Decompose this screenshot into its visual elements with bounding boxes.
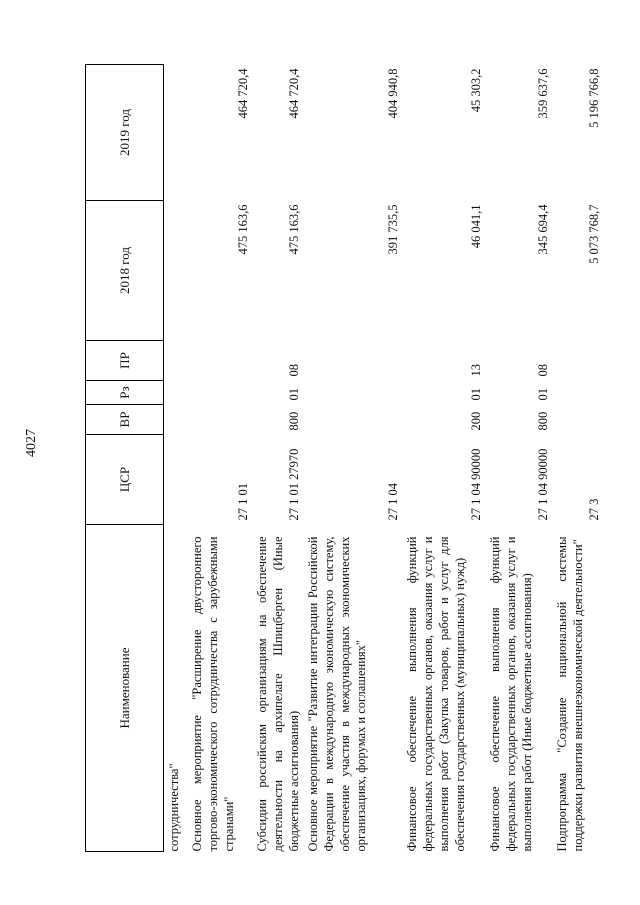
row-rz	[164, 381, 190, 405]
row-pr	[189, 341, 254, 381]
row-rz	[305, 381, 404, 405]
row-vr	[164, 405, 190, 435]
row-csr: 27 1 04 90000	[469, 448, 483, 521]
row-name: Подпрограмма "Создание национальной системы поддержки развития внешнеэкономической деятельности"	[555, 536, 585, 852]
table-row	[554, 65, 605, 852]
row-pr	[554, 341, 605, 381]
row-name: Основное мероприятие "Расширение двустороннего торгово-экономического сотрудничества с зарубежными странами"	[190, 536, 236, 852]
table-row	[164, 65, 190, 852]
row-2019: 464 720,4	[236, 68, 250, 119]
row-name: Субсидии российским организациям на обеспечение деятельности на архипелаге Шпицберген (Иные бюджетные ассигнования)	[255, 536, 301, 852]
row-2018: 391 735,5	[386, 204, 400, 255]
table-row	[305, 65, 404, 852]
row-rz: 01	[536, 388, 550, 401]
header-2018: 2018 год	[86, 201, 164, 341]
row-2018: 5 073 768,7	[587, 204, 601, 264]
table-row	[189, 65, 254, 852]
row-pr: 08	[287, 364, 301, 377]
row-vr	[189, 405, 254, 435]
row-vr: 800	[287, 411, 301, 431]
row-pr	[305, 341, 404, 381]
row-vr	[554, 405, 605, 435]
row-2018: 345 694,4	[536, 204, 550, 255]
table-row	[404, 65, 487, 852]
row-pr	[164, 341, 190, 381]
row-2019: 5 196 766,8	[587, 68, 601, 128]
header-csr: ЦСР	[86, 435, 164, 525]
row-rz: 01	[469, 388, 483, 401]
row-pr: 08	[536, 364, 550, 377]
row-rz	[554, 381, 605, 405]
row-vr: 200	[469, 411, 483, 431]
header-row	[86, 65, 164, 852]
header-rz: Рз	[86, 381, 164, 405]
row-csr: 27 1 04 90000	[536, 448, 550, 521]
row-2019: 45 303,2	[469, 68, 483, 113]
row-2018: 46 041,1	[469, 204, 483, 249]
header-2019: 2019 год	[86, 65, 164, 201]
header-name: Наименование	[86, 525, 164, 852]
row-2018: 475 163,6	[287, 204, 301, 255]
row-csr: 27 1 04	[386, 483, 400, 521]
row-name: Финансовое обеспечение выполнения функций федеральных государственных органов, оказания услуг и выполнения работ (Закупка товаров, работ и услуг для обеспечения государственных (муниципальных) нужд)	[405, 536, 467, 852]
row-2019: 359 637,6	[536, 68, 550, 119]
row-vr	[305, 405, 404, 435]
row-name: Финансовое обеспечение выполнения функций федеральных государственных органов, оказания услуг и выполнения работ (Иные бюджетные ассигнования)	[488, 536, 534, 852]
row-vr: 800	[536, 411, 550, 431]
row-name: сотрудничества"	[167, 763, 181, 852]
row-2018	[164, 201, 190, 341]
row-2018: 475 163,6	[236, 204, 250, 255]
page-number: 4027	[24, 429, 39, 457]
row-2019: 404 940,8	[386, 68, 400, 119]
row-2019	[164, 65, 190, 201]
table-row	[254, 65, 305, 852]
row-rz	[189, 381, 254, 405]
budget-table	[85, 64, 605, 852]
table-row	[487, 65, 554, 852]
header-pr: ПР	[86, 341, 164, 381]
header-vr: ВР	[86, 405, 164, 435]
row-pr: 13	[469, 364, 483, 377]
row-csr: 27 1 01	[236, 483, 250, 521]
row-rz: 01	[287, 388, 301, 401]
row-csr: 27 1 01 27970	[287, 448, 301, 521]
row-name: Основное мероприятие "Развитие интеграции Российской Федерации в международную экономическую систему, обеспечение участия в международных экономических организациях, форумах и соглашениях"	[306, 536, 368, 852]
row-2019: 464 720,4	[287, 68, 301, 119]
row-csr: 27 3	[587, 498, 601, 521]
row-csr	[164, 435, 190, 525]
rotated-page	[85, 65, 605, 852]
